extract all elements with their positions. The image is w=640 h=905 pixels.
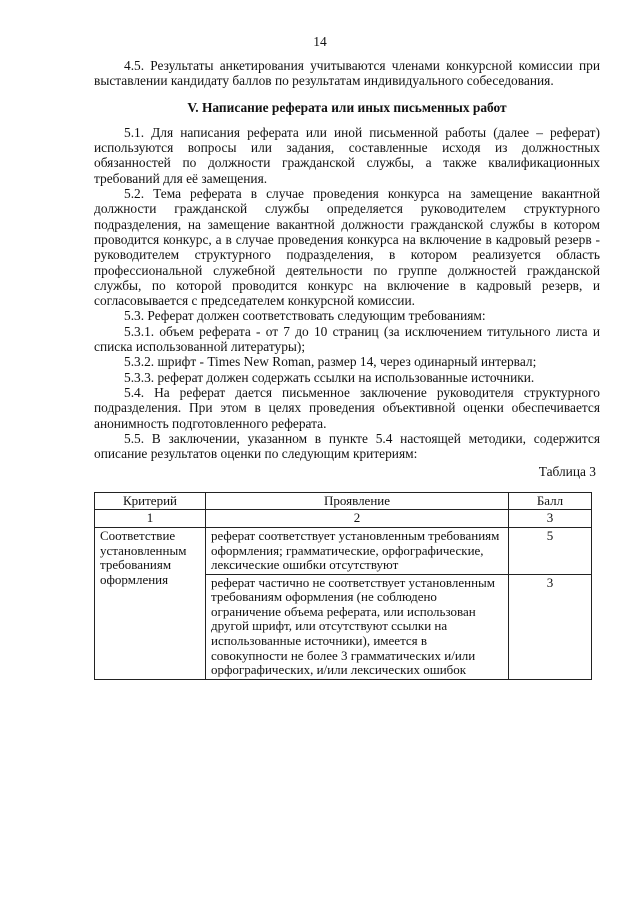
paragraph-5-2: 5.2. Тема реферата в случае проведения конкурса на замещение вакантной должности гражданской службы определяется руководителем структурного подразделения, на замещение вакантной должности гражданской службы в котором проводится конкурс, а в случае проведения конкурса на включение в кадровый резерв - руководителем структурного подразделения, в котором реализуется область профессиональной служебной деятельности по группе должностей гражданской службы, по которой проводится конкурс на включение в кадровый резерв, и согласовывается с председателем конкурсной комиссии. [94, 186, 600, 309]
paragraph-5-1: 5.1. Для написания реферата или иной письменной работы (далее – реферат) используются вопросы или задания, составленные исходя из должностных обязанностей по должности гражданской службы, а также квалификационных требований для её замещения. [94, 124, 600, 186]
paragraph-5-4: 5.4. На реферат дается письменное заключение руководителя структурного подразделения. При этом в целях проведения объективной оценки обеспечивается анонимность подготовленного реферата. [94, 384, 600, 431]
header-criterion: Критерий [95, 492, 206, 510]
table-header-row [95, 492, 592, 510]
criteria-table [94, 492, 592, 680]
score-cell: 3 [509, 574, 592, 679]
paragraph-4-5: 4.5. Результаты анкетирования учитываются членами конкурсной комиссии при выставлении кандидату баллов по результатам индивидуального собеседования. [94, 58, 600, 89]
paragraph-5-3-3: 5.3.3. реферат должен содержать ссылки на использованные источники. [124, 369, 535, 385]
score-cell: 5 [509, 527, 592, 574]
header-score: Балл [509, 492, 592, 510]
document-body [94, 58, 600, 680]
page-number: 14 [313, 34, 327, 49]
criterion-cell: Соответствие установленным требованиям оформления [95, 527, 206, 679]
manifestation-cell: реферат соответствует установленным требованиям оформления; грамматические, орфографические, лексические ошибки отсутствуют [206, 527, 509, 574]
header-manifestation: Проявление [206, 492, 509, 510]
table-number-row [95, 510, 592, 528]
paragraph-5-3-2: 5.3.2. шрифт - Times New Roman, размер 14, через одинарный интервал; [124, 354, 537, 370]
section-heading: V. Написание реферата или иных письменных работ [187, 99, 507, 115]
column-number-2: 2 [206, 510, 509, 528]
table-caption: Таблица 3 [538, 464, 596, 480]
paragraph-5-5: 5.5. В заключении, указанном в пункте 5.4 настоящей методики, содержится описание результатов оценки по следующим критериям: [94, 430, 600, 462]
manifestation-cell: реферат частично не соответствует установленным требованиям оформления (не соблюдено ограничение объема реферата, или использован другой шрифт, или отсутствуют ссылки на использованные источники), имеется в совокупности не более 3 грамматических и/или орфографических, и/или лексических ошибок [206, 574, 509, 679]
table-row [95, 527, 592, 574]
column-number-1: 1 [95, 510, 206, 528]
paragraph-5-3: 5.3. Реферат должен соответствовать следующим требованиям: [124, 308, 486, 324]
column-number-3: 3 [509, 510, 592, 528]
paragraph-5-3-1: 5.3.1. объем реферата - от 7 до 10 страниц (за исключением титульного листа и списка использованной литературы); [94, 323, 600, 355]
